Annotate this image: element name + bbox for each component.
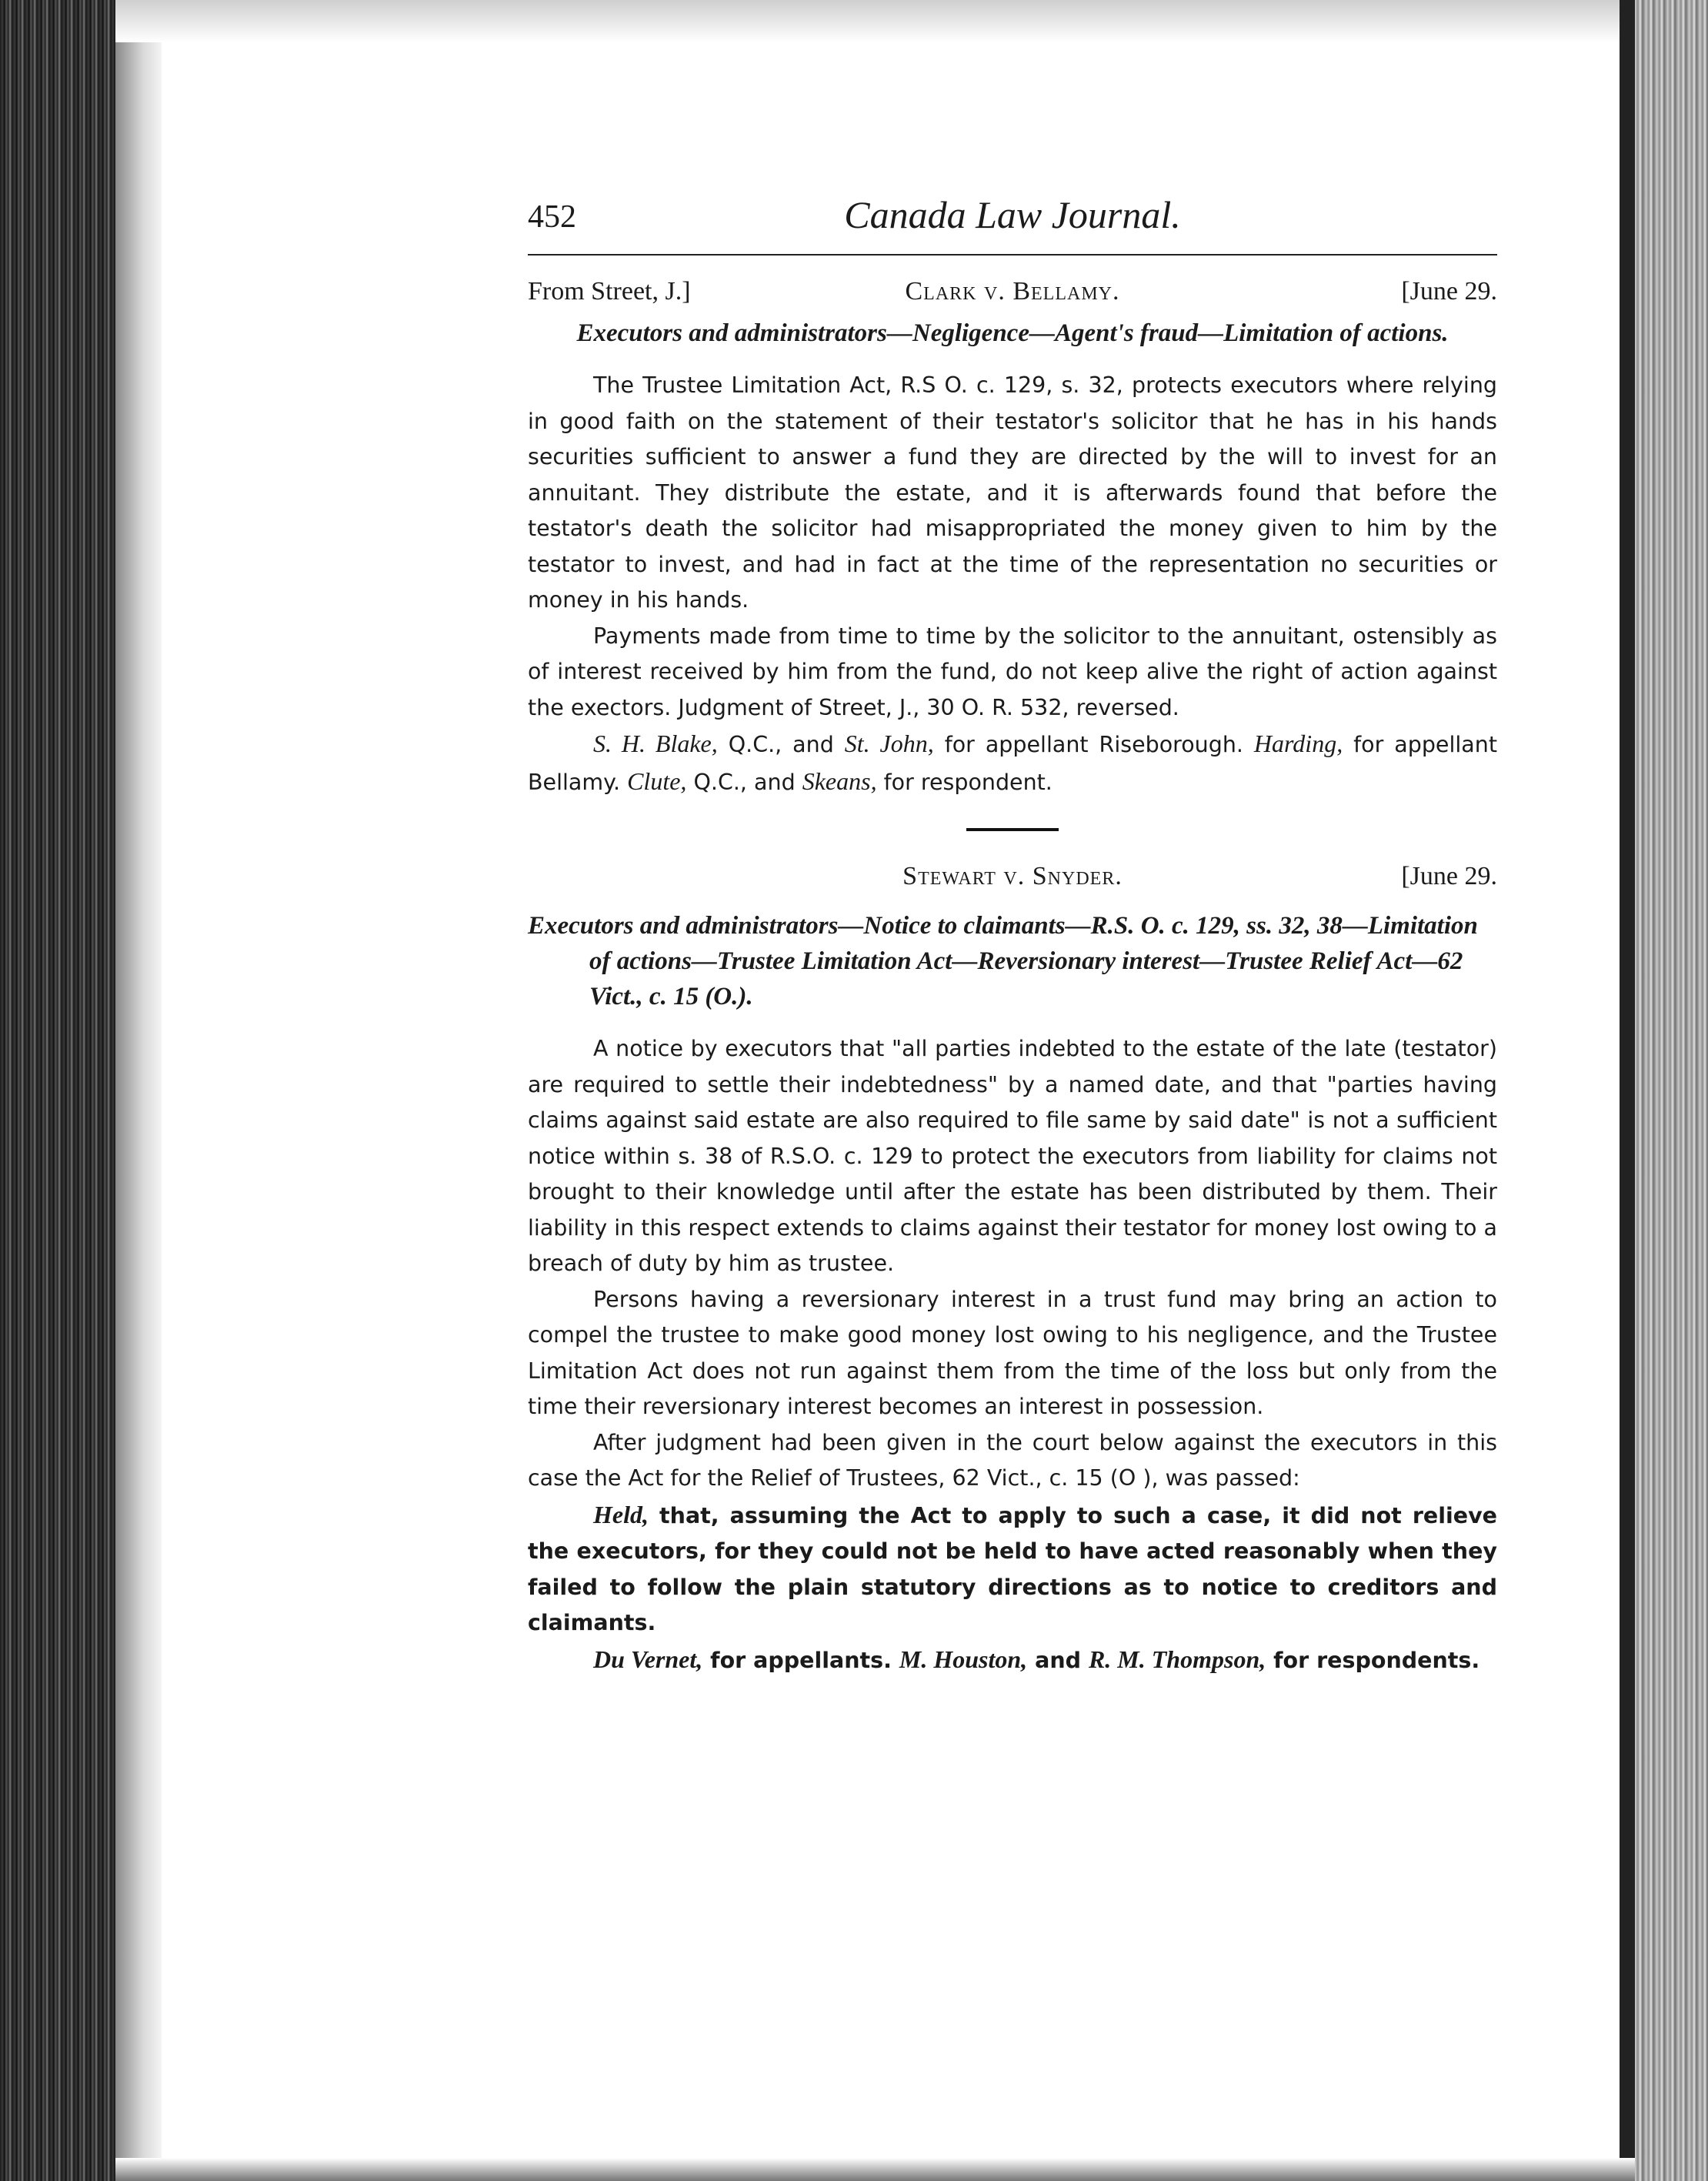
counsel-text: for respondents.: [1266, 1647, 1480, 1673]
case-date: [June 29.: [1401, 277, 1497, 306]
counsel-line: [528, 726, 1497, 800]
page-stack-right: [1635, 0, 1708, 2181]
court-reference: From Street, J.]: [528, 277, 691, 306]
held-label: Held,: [593, 1500, 649, 1528]
held-paragraph: [528, 1497, 1497, 1642]
page-top-edge: [115, 0, 1635, 42]
held-text: that, assuming the Act to apply to such a case, it did not relieve the executors, for they could not be held to have acted reasonably when they failed to follow the plain statutory directions as to notice to creditors and claimants.: [528, 1502, 1497, 1635]
counsel-name: M. Houston,: [899, 1645, 1028, 1673]
counsel-name: St. John,: [844, 730, 934, 757]
counsel-name: Harding,: [1253, 730, 1343, 757]
page-right-border: [1620, 0, 1635, 2181]
counsel-text: and: [1027, 1647, 1089, 1673]
paragraph: The Trustee Limitation Act, R.S O. c. 129, s. 32, protects executors where relying in good faith on the statement of their testator's solicitor that he has in his hands securities sufficient to answer a fund they are directed by the will to invest for an annuitant. They distribute the estate, and it is afterwards found that before the testator's death the solicitor had misappropriated the money given to him by the testator to invest, and had in fact at the time of the representation no securities or money in his hands.: [528, 372, 1497, 613]
counsel-text: for respondent.: [876, 769, 1052, 795]
counsel-text: Q.C., and: [717, 732, 845, 757]
counsel-name: R. M. Thompson,: [1088, 1645, 1266, 1673]
paragraph: Payments made from time to time by the solicitor to the annuitant, ostensibly as of interest received by him from the fund, do not keep alive the right of action against the exectors. Judgment of Street, J., 30 O. R. 532, reversed.: [528, 623, 1497, 720]
paragraph: A notice by executors that "all parties indebted to the estate of the late (testator) are required to settle their indebtedness" by a named date, and that "parties having claims against said estate are also required to file same by said date" is not a sufficient notice within s. 38 of R.S.O. c. 129 to protect the executors from liability for claims not brought to their knowledge until after the estate has been distributed by them. Their liability in this respect extends to claims against their testator for money lost owing to a breach of duty by him as trustee.: [528, 1036, 1497, 1276]
journal-title: Canada Law Journal.: [844, 193, 1181, 236]
counsel-text: for appellants.: [702, 1647, 899, 1673]
case-headnote: Executors and administrators—Notice to claimants—R.S. O. c. 129, ss. 32, 38—Limitation of actions—Trustee Limitation Act—Reversionary interest—Trustee Relief Act—62 Vict., c. 15 (O.).: [528, 912, 1478, 1010]
case-heading: [528, 277, 1497, 316]
journal-page: [528, 192, 1497, 1678]
counsel-line: [528, 1642, 1497, 1679]
case-title: Clark v. Bellamy.: [905, 277, 1120, 306]
paragraph: Persons having a reversionary interest in a trust fund may bring an action to compel the trustee to make good money lost owing to his negligence, and the Trustee Limitation Act does not run against them from the time of the loss but only from the time their reversionary interest becomes an interest in possession.: [528, 1286, 1497, 1419]
counsel-name: S. H. Blake,: [593, 730, 718, 757]
counsel-name: Skeans,: [802, 767, 877, 795]
case-headnote: Executors and administrators—Negligence—Agent's fraud—Limitation of actions.: [576, 319, 1449, 347]
binding-shadow-left: [0, 0, 115, 2181]
header-rule: [528, 254, 1497, 256]
binding-gradient-left: [115, 0, 162, 2181]
case-date: [June 29.: [1401, 862, 1497, 890]
paragraph: After judgment had been given in the court below against the executors in this case the Act for the Relief of Trustees, 62 Vict., c. 15 (O ), was passed:: [528, 1429, 1497, 1491]
page-number: 452: [528, 199, 576, 235]
counsel-name: Clute,: [627, 767, 687, 795]
running-head: [528, 192, 1497, 246]
counsel-text: Q.C., and: [686, 769, 802, 795]
counsel-text: for appellant Bellamy.: [528, 732, 1498, 795]
case-heading: [528, 862, 1497, 902]
case-separator: [966, 828, 1059, 831]
page-bottom-edge: [115, 2158, 1635, 2181]
counsel-text: for appellant Riseborough.: [933, 732, 1254, 757]
counsel-name: Du Vernet,: [593, 1645, 703, 1673]
case-title: Stewart v. Snyder.: [902, 862, 1123, 890]
